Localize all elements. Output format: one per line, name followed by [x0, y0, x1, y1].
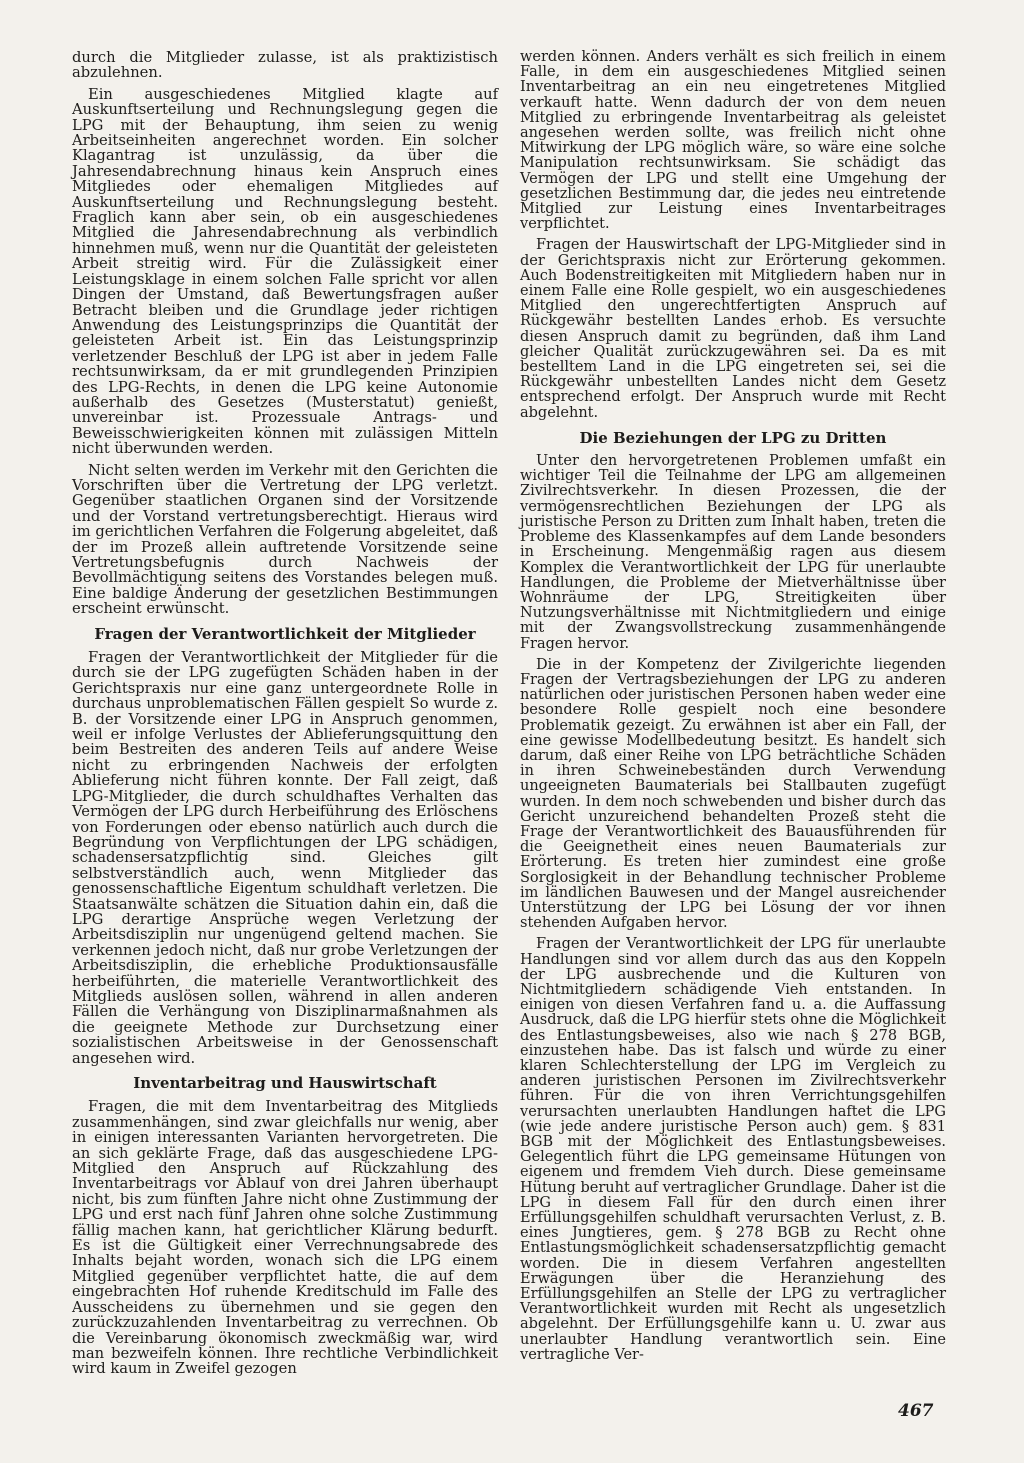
section-heading: Fragen der Verantwortlichkeit der Mitglieder — [94, 624, 476, 643]
paragraph: Fragen der Verantwortlichkeit der Mitglieder für die durch sie der LPG zugefügten Schäden haben in der Gerichtspraxis nur eine ganz untergeordnete Rolle in durchaus unproblematischen Fällen gespielt So wurde z. B. der Vorsitzende einer LPG in Anspruch genommen, weil er infolge Verlustes der Ablieferungsquittung den beim Bestreiten des anderen Teils auf andere Weise nicht zu erbringenden Nachweis der erfolgten Ablieferung nicht führen konnte. Der Fall zeigt, daß LPG-Mitglieder, die durch schuldhaftes Verhalten das Vermögen der LPG durch Herbeiführung des Erlöschens von Forderungen oder ebenso natürlich auch durch die Begründung von Verpflichtungen der LPG schädigen, schadensersatzpflichtig sind. Gleiches gilt selbstverständlich auch, wenn Mitglieder das genossenschaftliche Eigentum schuldhaft verletzen. Die Staatsanwälte schätzen die Situation dahin ein, daß die LPG derartige Ansprüche wegen Verletzung der Arbeitsdisziplin nur ungenügend geltend machen. Sie verkennen jedoch nicht, daß nur grobe Verletzungen der Arbeitsdisziplin, die erhebliche Produktionsausfälle herbeiführten, die materielle Verantwortlichkeit des Mitglieds auslösen sollen, während in allen anderen Fällen die Verhängung von Disziplinarmaßnahmen als die geeignete Methode zur Durchsetzung einer sozialistischen Arbeitsweise in der Genossenschaft angesehen wird. — [72, 649, 498, 1067]
paragraph: Fragen der Hauswirtschaft der LPG-Mitglieder sind in der Gerichtspraxis nicht zur Erörterung gekommen. Auch Bodenstreitigkeiten mit Mitgliedern haben nur in einem Falle eine Rolle gespielt, wo ein ausgeschiedenes Mitglied den ungerechtfertigten Anspruch auf Rückgewähr bestellten Landes erhob. Es versuchte diesen Anspruch damit zu begründen, daß ihm Land gleicher Qualität zurückzugewähren sei. Da es mit bestelltem Land in die LPG eingetreten sei, sei die Rückgewähr unbestellten Landes nicht dem Gesetz entsprechend erfolgt. Der Anspruch wurde mit Recht abgelehnt. — [520, 237, 946, 421]
paragraph: Fragen, die mit dem Inventarbeitrag des Mitglieds zusammenhängen, sind zwar gleichfalls nur wenig, aber in einigen interessanten Varianten hervorgetreten. Die an sich geklärte Frage, daß das ausgeschiedene LPG-Mitglied den Anspruch auf Rückzahlung des Inventarbeitrags vor Ablauf von drei Jahren überhaupt nicht, bis zum fünften Jahre nicht ohne Zustimmung der LPG und erst nach fünf Jahren ohne solche Zustimmung fällig machen kann, hat gerichtlicher Klärung bedurft. Es ist die Gültigkeit einer Verrechnungsabrede des Inhalts bejaht worden, wonach sich die LPG einem Mitglied gegenüber verpflichtet hatte, die auf dem eingebrachten Hof ruhende Kreditschuld im Falle des Ausscheidens zu übernehmen und sie gegen den zurückzuzahlenden Inventarbeitrag zu verrechnen. Ob die Vereinbarung ökonomisch zweckmäßig war, wird man bezweifeln können. Ihre rechtliche Verbindlichkeit wird kaum in Zweifel gezogen — [72, 1098, 498, 1378]
paragraph: Fragen der Verantwortlichkeit der LPG für unerlaubte Handlungen sind vor allem durch das aus den Koppeln der LPG ausbrechende und die Kulturen von Nichtmitgliedern schädigende Vieh entstanden. In einigen von diesen Verfahren fand u. a. die Auffassung Ausdruck, daß die LPG hierfür stets ohne die Möglichkeit des Entlastungsbeweises, also wie nach § 278 BGB, einzustehen habe. Das ist falsch und würde zu einer klaren Schlechterstellung der LPG im Vergleich zu anderen juristischen Personen im Zivilrechtsverkehr führen. Für die von ihren Verrichtungsgehilfen verursachten unerlaubten Handlungen haftet die LPG (wie jede andere juristische Person auch) gem. § 831 BGB mit der Möglichkeit des Entlastungsbeweises. Gelegentlich führt die LPG gemeinsame Hütungen von eigenem und fremdem Vieh durch. Diese gemeinsame Hütung beruht auf vertraglicher Grundlage. Daher ist die LPG in diesem Fall für den durch einen ihrer Erfüllungsgehilfen schuldhaft verursachten Verlust, z. B. eines Jungtieres, gem. § 278 BGB zu Recht ohne Entlastungsmöglichkeit schadensersatzpflichtig gemacht worden. Die in diesem Verfahren angestellten Erwägungen über die Heranziehung des Erfüllungsgehilfen an Stelle der LPG zu vertraglicher Verantwortlichkeit wurden mit Recht als ungesetzlich abgelehnt. Der Erfüllungsgehilfe kann u. U. zwar aus unerlaubter Handlung verantwortlich sein. Eine vertragliche Ver- — [520, 936, 946, 1363]
page-number: 467 — [898, 1401, 934, 1421]
section-heading: Die Beziehungen der LPG zu Dritten — [579, 428, 887, 447]
paragraph: Nicht selten werden im Verkehr mit den Gerichten die Vorschriften über die Vertretung der LPG verletzt. Gegenüber staatlichen Organen sind der Vorsitzende und der Vorstand vertretungsberechtigt. Hieraus wird im gerichtlichen Verfahren die Folgerung abgeleitet, daß der im Prozeß allein auftretende Vorsitzende seine Vertretungsbefugnis durch Nachweis der Bevollmächtigung seitens des Vorstandes belegen muß. Eine baldige Änderung der gesetzlichen Bestimmungen erscheint erwünscht. — [72, 461, 498, 618]
paragraph: Die in der Kompetenz der Zivilgerichte liegenden Fragen der Vertragsbeziehungen der LPG zu anderen natürlichen oder juristischen Personen haben weder eine besondere Rolle gespielt noch eine besondere Problematik gezeigt. Zu erwähnen ist aber ein Fall, der eine gewisse Modellbedeutung besitzt. Es handelt sich darum, daß einer Reihe von LPG beträchtliche Schäden in ihren Schweinebeständen durch Verwendung ungeeigneten Baumaterials bei Stallbauten zugefügt wurden. In dem noch schwebenden und bisher durch das Gericht unzureichend behandelten Prozeß steht die Frage der Verantwortlichkeit des Bauausführenden für die Geeignetheit eines neuen Baumaterials zur Erörterung. Es treten hier zumindest eine große Sorglosigkeit in der Behandlung technischer Probleme im ländlichen Bauwesen und der Mangel ausreichender Unterstützung der LPG bei Lösung der vor ihnen stehenden Aufgaben hervor. — [520, 656, 946, 932]
paragraph: Unter den hervorgetretenen Problemen umfaßt ein wichtiger Teil die Teilnahme der LPG am allgemeinen Zivilrechtsverkehr. In diesen Prozessen, die der vermögensrechtlichen Beziehungen der LPG als juristische Person zu Dritten zum Inhalt haben, treten die Probleme des Klassenkampfes auf dem Lande besonders in Erscheinung. Mengenmäßig ragen aus diesem Komplex die Verantwortlichkeit der LPG für unerlaubte Handlungen, die Probleme der Mietverhältnisse über Wohnräume der LPG, Streitigkeiten über Nutzungsverhältnisse mit Nichtmitgliedern und einige mit der Zwangsvollstreckung zusammenhängende Fragen hervor. — [520, 453, 946, 652]
section-heading: Inventarbeitrag und Hauswirtschaft — [133, 1074, 437, 1092]
right-column — [520, 50, 946, 1369]
paragraph: Ein ausgeschiedenes Mitglied klagte auf Auskunftserteilung und Rechnungslegung gegen die LPG mit der Behauptung, ihm seien zu wenig Arbeitseinheiten angerechnet worden. Ein solcher Klagantrag ist unzulässig, da über die Jahresendabrechnung hinaus kein Anspruch eines Mitgliedes oder ehemaligen Mitgliedes auf Auskunftserteilung und Rechnungslegung besteht. Fraglich kann aber sein, ob ein ausgeschiedenes Mitglied die Jahresendabrechnung als verbindlich hinnehmen muß, wenn nur die Quantität der geleisteten Arbeit streitig wird. Für die Zulässigkeit einer Leistungsklage in einem solchen Falle spricht vor allen Dingen der Umstand, daß Bewertungsfragen außer Betracht bleiben und die Grundlage jeder richtigen Anwendung des Leistungsprinzips die Quantität der geleisteten Arbeit ist. Ein das Leistungsprinzip verletzender Beschluß der LPG ist aber in jedem Falle rechtsunwirksam, da er mit grundlegenden Prinzipien des LPG-Rechts, in denen die LPG keine Autonomie außerhalb des Gesetzes (Musterstatut) genießt, unvereinbar ist. Prozessuale Antrags- und Beweisschwierigkeiten können mit zulässigen Mitteln nicht überwunden werden. — [72, 85, 498, 458]
paragraph: durch die Mitglieder zulasse, ist als praktizistisch abzulehnen. — [72, 49, 498, 82]
paragraph: werden können. Anders verhält es sich freilich in einem Falle, in dem ein ausgeschiedenes Mitglied seinen Inventarbeitrag an ein neu eingetretenes Mitglied verkauft hatte. Wenn dadurch der von dem neuen Mitglied zu erbringende Inventarbeitrag als geleistet angesehen werden sollte, was freilich nicht ohne Mitwirkung der LPG möglich wäre, so wäre eine solche Manipulation rechtsunwirksam. Sie schädigt das Vermögen der LPG und stellt eine Umgehung der gesetzlichen Bestimmung dar, die jedes neu eintretende Mitglied zur Leistung eines Inventarbeitrages verpflichtet. — [520, 49, 946, 233]
left-column — [72, 50, 498, 1383]
